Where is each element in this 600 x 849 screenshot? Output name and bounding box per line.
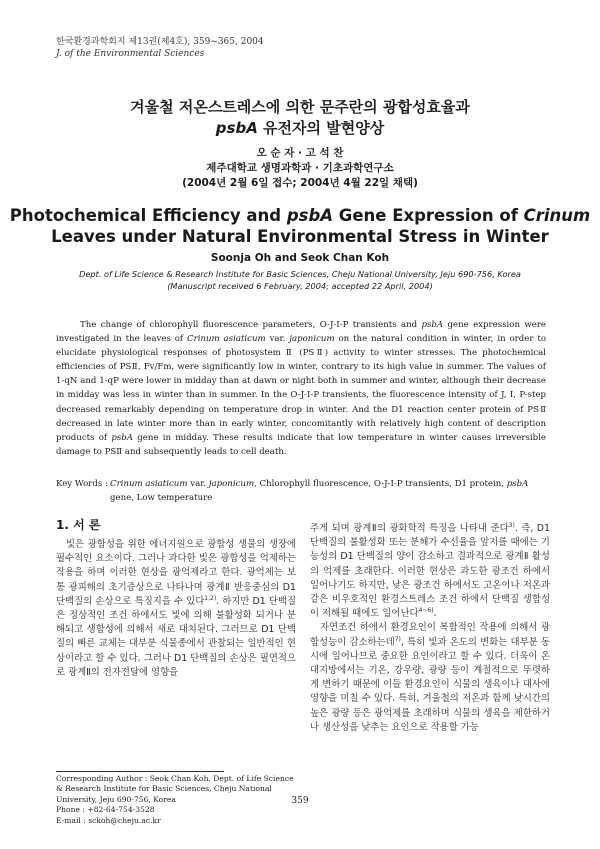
abstract-text-3: var. xyxy=(265,334,290,345)
footnote-divider xyxy=(56,771,224,772)
korean-authors-block xyxy=(0,146,600,191)
section-heading-introduction: 1. 서 론 xyxy=(56,518,101,532)
english-title-line1 xyxy=(0,205,600,226)
right-paragraph-2 xyxy=(310,621,550,735)
journal-header xyxy=(56,36,264,60)
citation-3: 3) xyxy=(508,521,515,529)
right-text-2: . 즉, D1 단백질의 불활성화 또는 분해가 수선율을 앞지를 때에는 기능성의 D1 단백질의 양이 감소하고 결과적으로 광계Ⅱ 활성의 억제를 초래한다. 이러한 현상은 과도한 광조건 하에서 일어나기도 하지만, 낮은 광조건 하에서도 고온이나 저온과 같은 비우호적인 환경스트레스 조건 하에서 단백질 생합성이 저해될 때에도 일어난다 xyxy=(310,523,550,620)
footnote-email[interactable]: E-mail : sckoh@cheju.ac.kr xyxy=(56,815,161,825)
korean-author-names: 오 순 자 · 고 석 찬 xyxy=(256,147,344,159)
right-text-1: 주게 되며 광계Ⅱ의 광화학적 특징을 나타내 준다 xyxy=(310,523,509,534)
english-title-genus: Crinum xyxy=(523,206,591,225)
abstract-text-1: The change of chlorophyll fluorescence parameters, O-J-I-P transients and xyxy=(80,320,422,330)
right-text-5: , 특히 빛과 온도의 변화는 대부분 동시에 일어나므로 중요한 요인이라고 할 수 있다. 더욱이 온대지방에서는 기온, 강우량, 광량 등이 계절적으로 뚜렷하게 변하기 때문에 이들 환경요인이 식물의 생육이나 대사에 영향을 미칠 수 있다. 특히, 겨울철의 저온과 함께 낮시간의 높은 광량 등은 광억제를 초래하며 식물의 생육을 제한하거나 생산성을 낮추는 요인으로 작용할 가능 xyxy=(310,636,550,733)
keyword-text-1: var. xyxy=(187,479,209,489)
citation-7: 7) xyxy=(394,635,401,643)
keyword-italic-1: Crinum asiaticum xyxy=(110,479,188,489)
keywords xyxy=(56,477,546,505)
left-paragraph-1 xyxy=(56,538,296,680)
footnote-phone: Phone : +82-64-754-3528 xyxy=(56,805,155,815)
abstract-text-2: gene expression were investigated in the leaves of xyxy=(56,320,546,345)
keyword-italic-2: japonicum xyxy=(208,479,255,489)
citation-4-6: 4~6) xyxy=(418,607,434,615)
right-paragraph-1 xyxy=(310,522,550,621)
abstract xyxy=(56,318,546,459)
korean-title-line2 xyxy=(0,118,600,139)
footnote-line-2: & Research Institute for Basic Sciences, Cheju National xyxy=(56,784,272,794)
left-text-1: 빛은 광합성을 위한 에너지원으로 광합성 생물의 생장에 필수적인 요소이다. 그러나 과다한 빛은 광합성을 억제하는 작용을 하며 이러한 현상을 광억제라고 한다. 광억제는 보통 광피해의 초기증상으로 나타나며 광계Ⅱ 반응중심의 D1 단백질의 손상으로 특징지을 수 있다 xyxy=(56,539,296,607)
keywords-label: Key Words : xyxy=(56,479,108,489)
page-number: 359 xyxy=(291,796,309,806)
keyword-text-2: , Chlorophyll fluorescence, O-J-I-P transients, D1 protein, xyxy=(254,479,507,489)
left-text-2: . 하지만 D1 단백질은 정상적인 조건 하에서도 빛에 의해 불활성화 되거나 분해되고 생합성에 의해서 새로 대치된다. 그러므로 D1 단백질의 빠른 교체는 대부분 식물종에서 관찰되는 일반적인 현상이라고 할 수 있다. 그러나 D1 단백질의 손상은 필연적으로 광계Ⅱ의 전자전달에 영향을 xyxy=(56,595,296,678)
english-affiliation-block xyxy=(0,268,600,292)
korean-title xyxy=(0,97,600,139)
english-affiliation: Dept. of Life Science & Research Institute for Basic Sciences, Cheju National University, Jeju 690-756, Korea xyxy=(79,269,521,279)
keywords-line2: gene, Low temperature xyxy=(110,493,213,503)
english-title-gene: psbA xyxy=(286,206,334,225)
abstract-italic-3: japonicum xyxy=(289,334,335,345)
english-manuscript-dates: (Manuscript received 6 February, 2004; accepted 22 April, 2004) xyxy=(167,281,433,291)
english-title-part2: Gene Expression of xyxy=(333,206,524,225)
korean-received-dates: (2004년 2월 6일 접수; 2004년 4월 22일 채택) xyxy=(182,177,418,189)
citation-1-2: 1,2) xyxy=(204,594,217,602)
korean-title-gene: psbA xyxy=(215,119,258,137)
body-left-column xyxy=(56,538,296,680)
right-text-4: 자연조건 하에서 환경요인이 복합적인 작용에 의해서 광합성능이 감소하는데 xyxy=(310,622,550,648)
abstract-italic-2: Crinum asiaticum xyxy=(187,334,266,345)
english-title-line2: Leaves under Natural Environmental Stress in Winter xyxy=(51,227,549,246)
korean-affiliation: 제주대학교 생명과학과 · 기초과학연구소 xyxy=(206,162,394,174)
abstract-paragraph xyxy=(56,318,546,459)
abstract-italic-4: psbA xyxy=(111,432,133,443)
right-text-3: . xyxy=(433,608,437,620)
abstract-italic-1: psbA xyxy=(421,320,444,330)
english-title-part1: Photochemical Efficiency and xyxy=(9,206,287,225)
abstract-text-4: on the natural condition in winter, in order to elucidate physiological responses of photosystem Ⅱ (PSⅡ) activity to winter stresses. The photochemical efficiencies of PSⅡ, Fv/Fm, were significantly low in winter, contrary to its high value in summer. The values of 1-qN and 1-qP were lower in midday than at dawn or night both in summer and winter, although their decrease in midday was less in winter than in summer. In the O-J-I-P transients, the fluorescence intensity of J, I, P-step decreased remarkably depending on temperature drop in winter. And the D1 reaction center protein of PSⅡ decreased in late winter more than in early winter, concomitantly with relatively high content of description products of xyxy=(56,334,546,443)
footnote-line-1: Corresponding Author : Seok Chan Koh, Dept. of Life Science xyxy=(56,774,294,783)
korean-title-line1: 겨울철 저온스트레스에 의한 문주란의 광합성효율과 xyxy=(130,98,470,116)
body-right-column xyxy=(310,522,550,735)
journal-citation-korean: 한국환경과학회지 제13권(제4호), 359~365, 2004 xyxy=(56,37,264,47)
abstract-text-5: gene in midday. These results indicate that low temperature in winter causes irreversible damage to PSⅡ and subsequently leads to cell death. xyxy=(56,432,546,457)
english-title xyxy=(0,205,600,247)
journal-name-english: J. of the Environmental Sciences xyxy=(56,49,205,59)
keywords-line1 xyxy=(110,479,528,489)
keyword-italic-3: psbA xyxy=(506,479,529,489)
footnote-line-3: University, Jeju 690-756, Korea xyxy=(56,794,176,804)
korean-title-line2-rest: 유전자의 발현양상 xyxy=(257,119,385,137)
english-author-names: Soonja Oh and Seok Chan Koh xyxy=(210,252,390,264)
